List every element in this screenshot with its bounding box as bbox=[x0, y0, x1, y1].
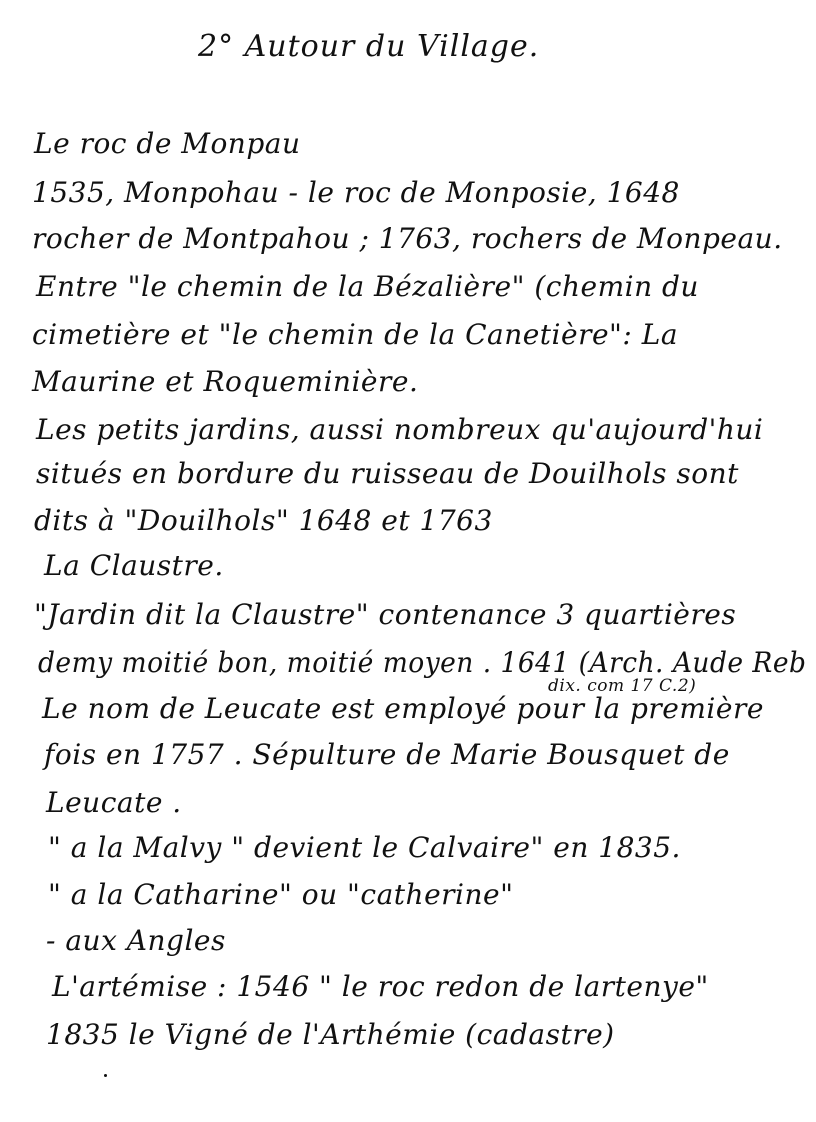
text-line: 1535, Monpohau - le roc de Monposie, 1648 bbox=[32, 176, 680, 209]
page-title: 2° Autour du Village. bbox=[198, 29, 540, 64]
archive-reference-note: dix. com 17 C.2) bbox=[548, 676, 697, 696]
text-line: - aux Angles bbox=[46, 924, 226, 957]
text-line: rocher de Montpahou ; 1763, rochers de Monpeau. bbox=[32, 222, 783, 255]
ink-dot bbox=[104, 1074, 107, 1077]
text-line: " a la Malvy " devient le Calvaire" en 1835. bbox=[48, 831, 681, 864]
text-line: Maurine et Roqueminière. bbox=[32, 365, 419, 398]
text-line: Entre "le chemin de la Bézalière" (chemin du bbox=[36, 270, 699, 303]
text-line: 1835 le Vigné de l'Arthémie (cadastre) bbox=[46, 1018, 615, 1051]
text-line: " a la Catharine" ou "catherine" bbox=[48, 878, 514, 911]
text-line: demy moitié bon, moitié moyen . 1641 (Arch. Aude Reb bbox=[38, 646, 807, 679]
text-line: Leucate . bbox=[46, 786, 182, 819]
text-line: dits à "Douilhols" 1648 et 1763 bbox=[34, 504, 493, 537]
text-line: fois en 1757 . Sépulture de Marie Bousquet de bbox=[44, 738, 730, 771]
text-line: "Jardin dit la Claustre" contenance 3 quartières bbox=[34, 598, 737, 631]
text-line: cimetière et "le chemin de la Canetière": La bbox=[32, 318, 679, 351]
text-line: Le roc de Monpau bbox=[34, 127, 301, 160]
text-line: Le nom de Leucate est employé pour la première bbox=[42, 692, 764, 725]
text-line: L'artémise : 1546 " le roc redon de lartenye" bbox=[52, 970, 709, 1003]
text-line: situés en bordure du ruisseau de Douilhols sont bbox=[36, 457, 739, 490]
section-heading: La Claustre. bbox=[44, 549, 224, 582]
text-line: Les petits jardins, aussi nombreux qu'aujourd'hui bbox=[36, 413, 764, 446]
